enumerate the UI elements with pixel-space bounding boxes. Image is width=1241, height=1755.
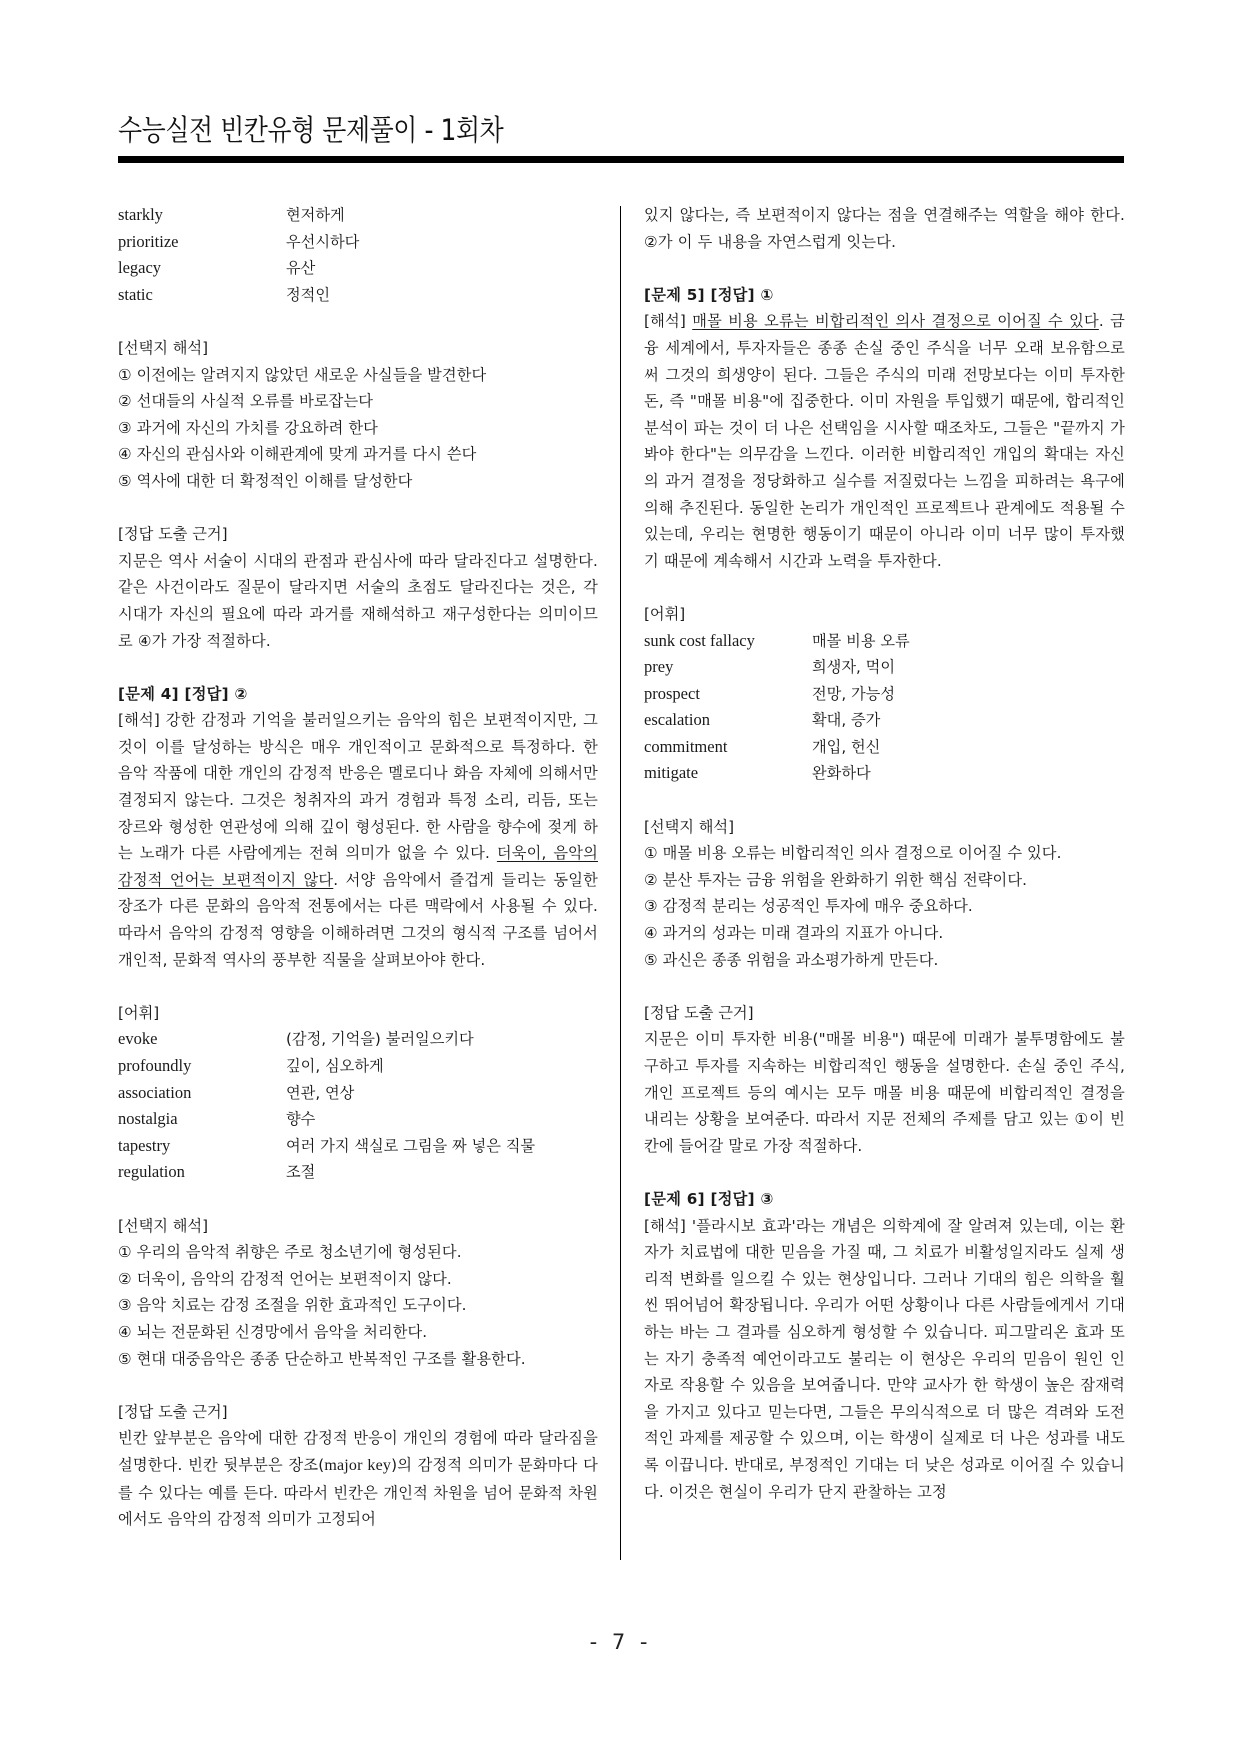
q5-explanation-suffix: . 금융 세계에서, 투자자들은 종종 손실 중인 주식을 너무 오래 보유함으로써 그것의 희생양이 된다. 그들은 주식의 미래 전망보다는 이미 투자한 돈, 즉 "매몰 비용"에 집중한다. 이미 자원을 투입했기 때문에, 합리적인 분석이 파는 것이 더 나은 선택임을 시사할 때조차도, 그들은 "끝까지 가봐야 한다"는 의무감을 느낀다. 이러한 비합리적인 개입의 확대는 자신의 과거 결정을 정당화하고 실수를 저질렀다는 느낌을 피하려는 욕구에 의해 추진된다. 동일한 논리가 개인적인 프로젝트나 관계에도 적용될 수 있는데, 우리는 현명한 행동이기 때문이 아니라 이미 너무 많이 투자했기 때문에 계속해서 시간과 노력을 투자한다. [644,312,1125,570]
q4-rationale-part2: )의 감정적 의미가 문화마다 다를 수 있다는 예를 든다. 따라서 빈칸은 개인적 차원을 넘어 문화적 차원에서도 음악의 감정적 의미가 고정되어 [118,1455,598,1529]
vocab-row [118,1080,598,1107]
vocab-term: prospect [644,683,700,703]
q5-heading: [문제 5] [정답] ① [644,285,774,304]
left-column [118,202,598,1533]
page-number: - 7 - [589,1630,652,1654]
q4-explanation-suffix: . 서양 음악에서 즐겁게 들리는 동일한 장조가 다른 문화의 음악적 전통에서는 다른 맥락에서 사용될 수 있다. 따라서 음악의 감정적 영향을 이해하려면 그것의 형식적 구조를 넘어서 개인적, 문화적 역사의 풍부한 직물을 살펴보아야 한다. [118,870,598,969]
q5-option-4: ④ 과거의 성과는 미래 결과의 지표가 아니다. [644,924,944,943]
vocab-meaning: 희생자, 먹이 [812,658,896,677]
q5-vocab-label: [어휘] [644,604,686,623]
vocab-row [118,1106,598,1133]
vocab-term: regulation [118,1162,185,1182]
vocab-term: profoundly [118,1056,192,1075]
q5-option-1: ① 매몰 비용 오류는 비합리적인 의사 결정으로 이어질 수 있다. [644,844,1062,863]
q5-rationale: 지문은 이미 투자한 비용("매몰 비용") 때문에 미래가 불투명함에도 불구하고 투자를 지속하는 비합리적인 행동을 설명한다. 손실 중인 주식, 개인 프로젝트 등의 예시는 모두 매몰 비용 때문에 비합리적인 결정을 내리는 상황을 보여준다. 따라서 지문 전체의 주제를 담고 있는 ①이 빈칸에 들어갈 말로 가장 적절하다. [644,1030,1125,1155]
q3-option-4: ④ 자신의 관심사와 이해관계에 맞게 과거를 다시 쓴다 [118,445,477,464]
vocab-meaning: 현저하게 [286,206,345,224]
vocab-meaning: 정적인 [286,285,331,304]
q4-rationale-english-term: major key [324,1456,392,1474]
q5-vocab-list [644,628,1125,788]
q3-option-3: ③ 과거에 자신의 가치를 강요하려 한다 [118,418,378,437]
q6-heading: [문제 6] [정답] ③ [644,1189,774,1208]
q4-vocab-list [118,1026,598,1186]
vocab-meaning: 연관, 연상 [286,1083,355,1102]
q5-explanation [644,308,1125,574]
vocab-row [644,734,1125,761]
vocab-term: starkly [118,205,163,224]
vocab-term: association [118,1082,192,1102]
q4-rationale-label: [정답 도출 근거] [118,1402,228,1421]
vocab-row [118,1159,598,1186]
vocab-row [118,202,598,229]
q4-option-3: ③ 음악 치료는 감정 조절을 위한 효과적인 도구이다. [118,1296,467,1315]
q4-explanation [118,707,598,973]
vocab-row [118,1053,598,1080]
q5-option-5: ⑤ 과신은 종종 위험을 과소평가하게 만든다. [644,950,939,969]
vocab-meaning: 여러 가지 색실로 그림을 짜 넣은 직물 [286,1136,536,1155]
vocab-term: commitment [644,736,728,756]
vocab-row [118,282,598,309]
vocab-row [118,1133,598,1160]
q3-option-2: ② 선대들의 사실적 오류를 바로잡는다 [118,392,373,411]
q4-rationale [118,1425,598,1532]
vocab-row [118,229,598,256]
vocab-row [644,654,1125,681]
q3-rationale-label: [정답 도출 근거] [118,525,228,544]
vocab-meaning: 확대, 증가 [812,711,881,730]
q4-heading: [문제 4] [정답] ② [118,684,248,703]
q5-option-2: ② 분산 투자는 금융 위험을 완화하기 위한 핵심 전략이다. [644,870,1028,889]
q3-option-5: ⑤ 역사에 대한 더 확정적인 이해를 달성한다 [118,471,413,490]
vocab-meaning: 개입, 헌신 [812,737,881,756]
vocab-row [644,760,1125,787]
q4-explanation-underlined: 더욱이, 음악의 감정적 언어는 보편적이지 않다 [118,844,598,889]
q4-rationale-continued: 있지 않다는, 즉 보편적이지 않다는 점을 연결해주는 역할을 해야 한다. ②가 이 두 내용을 자연스럽게 잇는다. [644,206,1125,251]
vocab-term: tapestry [118,1135,171,1155]
q4-option-4: ④ 뇌는 전문화된 신경망에서 음악을 처리한다. [118,1322,428,1341]
title-rule [118,156,1124,163]
q4-option-2: ② 더욱이, 음악의 감정적 언어는 보편적이지 않다. [118,1269,452,1288]
vocab-meaning: 전망, 가능성 [812,684,896,703]
vocab-row [118,255,598,282]
vocab-meaning: 완화하다 [812,764,871,783]
q5-options-label: [선택지 해석] [644,817,735,836]
vocab-term: mitigate [644,763,699,783]
vocab-term: sunk cost fallacy [644,630,755,650]
q4-option-1: ① 우리의 음악적 취향은 주로 청소년기에 형성된다. [118,1243,462,1262]
vocab-term: nostalgia [118,1109,178,1129]
column-divider [620,206,621,1560]
q3-options-label: [선택지 해석] [118,338,209,357]
q4-rationale-part1: 빈칸 앞부분은 음악에 대한 감정적 반응이 개인의 경험에 따라 달라짐을 설명한다. 빈칸 뒷부분은 장조( [118,1429,598,1474]
q5-option-3: ③ 감정적 분리는 성공적인 투자에 매우 중요하다. [644,897,973,916]
vocab-row [118,1026,598,1053]
q5-explanation-underlined: 매몰 비용 오류는 비합리적인 의사 결정으로 이어질 수 있다 [692,312,1099,331]
q3-option-1: ① 이전에는 알려지지 않았던 새로운 사실들을 발견한다 [118,365,487,384]
q5-explanation-label: [해석] [644,312,693,331]
q6-explanation: [해석] '플라시보 효과'라는 개념은 의학계에 잘 알려져 있는데, 이는 환자가 치료법에 대한 믿음을 가질 때, 그 치료가 비활성일지라도 실제 생리적 변화를 일으킬 수 있는 현상입니다. 그러나 기대의 힘은 의학을 훨씬 뛰어넘어 확장됩니다. 우리가 어떤 상황이나 다른 사람들에게서 기대하는 바는 그 결과를 심오하게 형성할 수 있습니다. 피그말리온 효과 또는 자기 충족적 예언이라고도 불리는 이 현상은 우리의 믿음이 원인 인자로 작용할 수 있음을 보여줍니다. 만약 교사가 한 학생이 높은 잠재력을 가지고 있다고 믿는다면, 그들은 무의식적으로 더 많은 격려와 도전적인 과제를 제공할 수 있으며, 이는 학생이 실제로 더 나은 성과를 내도록 이끕니다. 반대로, 부정적인 기대는 더 낮은 성과로 이어질 수 있습니다. 이것은 현실이 우리가 단지 관찰하는 고정 [644,1216,1125,1501]
right-column [644,202,1125,1505]
q4-option-5: ⑤ 현대 대중음악은 종종 단순하고 반복적인 구조를 활용한다. [118,1349,526,1368]
vocab-list-top [118,202,598,308]
q4-options-label: [선택지 해석] [118,1216,209,1235]
page-title: 수능실전 빈칸유형 문제풀이 - 1회차 [118,113,504,147]
vocab-meaning: 깊이, 심오하게 [286,1057,384,1075]
vocab-term: legacy [118,258,162,278]
vocab-term: static [118,284,153,304]
vocab-meaning: 향수 [286,1110,316,1129]
vocab-term: prey [644,657,674,677]
q5-rationale-label: [정답 도출 근거] [644,1003,754,1022]
vocab-meaning: (감정, 기억을) 불러일으키다 [286,1030,474,1049]
vocab-row [644,628,1125,655]
vocab-meaning: 우선시하다 [286,232,360,251]
q4-explanation-prefix: [해석] 강한 감정과 기억을 불러일으키는 음악의 힘은 보편적이지만, 그것이 이를 달성하는 방식은 매우 개인적이고 문화적으로 특정하다. 한 음악 작품에 대한 개인의 감정적 반응은 멜로디나 화음 자체에 의해서만 결정되지 않는다. 그것은 청취자의 과거 경험과 특정 소리, 리듬, 또는 장르와 형성한 연관성에 의해 깊이 형성된다. 한 사람을 향수에 젖게 하는 노래가 다른 사람에게는 전혀 의미가 없을 수 있다. [118,711,598,863]
vocab-meaning: 매몰 비용 오류 [812,631,910,650]
vocab-term: evoke [118,1029,158,1049]
q3-rationale: 지문은 역사 서술이 시대의 관점과 관심사에 따라 달라진다고 설명한다. 같은 사건이라도 질문이 달라지면 서술의 초점도 달라진다는 것은, 각 시대가 자신의 필요에 따라 과거를 재해석하고 재구성한다는 의미이므로 ④가 가장 적절하다. [118,551,598,650]
vocab-term: prioritize [118,231,179,251]
vocab-term: escalation [644,710,710,730]
vocab-meaning: 유산 [286,259,316,278]
vocab-row [644,707,1125,734]
vocab-row [644,681,1125,708]
vocab-meaning: 조절 [286,1163,316,1182]
q4-vocab-label: [어휘] [118,1003,160,1022]
